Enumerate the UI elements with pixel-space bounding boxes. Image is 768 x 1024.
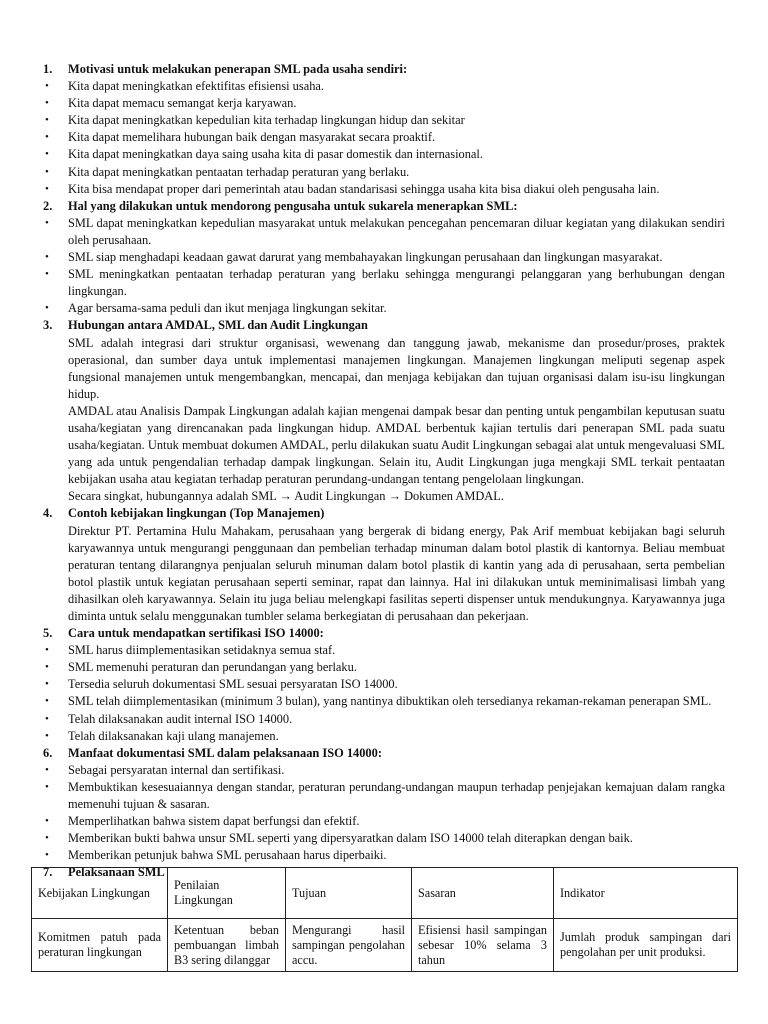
section-4-heading — [43, 505, 725, 522]
bullet-icon: • — [45, 849, 49, 862]
list-item: • Kita dapat memelihara hubungan baik dengan masyarakat secara proaktif. — [43, 129, 725, 146]
section-1-heading — [43, 61, 725, 78]
table-header-cell: Sasaran — [412, 868, 554, 919]
bullet-icon: • — [45, 268, 49, 281]
table-header-cell: Indikator — [554, 868, 738, 919]
bullet-icon: • — [45, 131, 49, 144]
section-number: 7. — [43, 865, 53, 880]
paragraph: Direktur PT. Pertamina Hulu Mahakam, perusahaan yang bergerak di bidang energy, Pak Arif membuat kebijakan bagi seluruh karyawannya untuk mengurangi penggunaan dan pembelian terhadap minuman dalam botol plastik di kantornya. Beliau membuat peraturan tentang dilarangnya penjualan seluruh minuman dalam botol plastik di kantin yang ada di perusahaan, serta pembelian botol plastik untuk kegiatan perusahaan seperti seminar, rapat dan lainnya. Hal ini dilakukan untuk meminimalisasi limbah yang dihasilkan oleh karyawannya. Selain itu juga beliau melengkapi fasilitas seperti dispenser untuk mendukungnya. Karyawannya juga diminta untuk selalu menggunakan tumbler selama berkegiatan di perusahaan dan pekerjaan. — [68, 523, 725, 623]
list-item: • Sebagai persyaratan internal dan sertifikasi. — [43, 762, 725, 779]
table-cell: Efisiensi hasil sampingan sebesar 10% selama 3 tahun — [412, 919, 554, 972]
section-number: 2. — [43, 198, 53, 213]
bullet-icon: • — [45, 148, 49, 161]
table-header-row — [32, 868, 738, 919]
bullet-icon: • — [45, 251, 49, 264]
section-5-heading — [43, 625, 725, 642]
document-body — [43, 61, 725, 882]
bullet-icon: • — [45, 165, 49, 178]
list-item: • SML harus diimplementasikan setidaknya semua staf. — [43, 642, 725, 659]
list-item: • Telah dilaksanakan audit internal ISO 14000. — [43, 711, 725, 728]
sml-table — [31, 867, 738, 972]
list-item: • Kita dapat meningkatkan kepedulian kita terhadap lingkungan hidup dan sekitar — [43, 112, 725, 129]
bullet-icon: • — [45, 712, 49, 725]
table-row — [32, 919, 738, 972]
section-number: 5. — [43, 626, 53, 641]
bullet-icon: • — [45, 832, 49, 845]
section-number: 4. — [43, 506, 53, 521]
list-item: • Tersedia seluruh dokumentasi SML sesuai persyaratan ISO 14000. — [43, 676, 725, 693]
section-title: Contoh kebijakan lingkungan (Top Manajemen) — [68, 506, 325, 521]
section-title: Pelaksanaan SML — [68, 865, 165, 880]
bullet-icon: • — [45, 216, 49, 229]
list-item: • SML meningkatkan pentaatan terhadap peraturan yang berlaku sehingga mengurangi pelanggaran yang berhubungan dengan lingkungan. — [45, 267, 725, 299]
section-number: 3. — [43, 318, 53, 333]
list-item: • Membuktikan kesesuaiannya dengan standar, peraturan perundang-undangan maupun terhadap penjejakan kemajuan dalam rangka memenuhi tujuan & sasaran. — [45, 779, 725, 812]
list-item: • Agar bersama-sama peduli dan ikut menjaga lingkungan sekitar. — [43, 300, 725, 317]
list-item: • Memperlihatkan bahwa sistem dapat berfungsi dan efektif. — [43, 813, 725, 830]
section-title: Cara untuk mendapatkan sertifikasi ISO 14000: — [68, 626, 324, 641]
list-item: • Kita dapat meningkatkan pentaatan terhadap peraturan yang berlaku. — [43, 164, 725, 181]
list-item: • SML siap menghadapi keadaan gawat darurat yang membahayakan lingkungan perusahaan dan lingkungan masyarakat. — [43, 249, 725, 266]
table-cell: Jumlah produk sampingan dari pengolahan per unit produksi. — [554, 919, 738, 972]
paragraph: SML adalah integrasi dari struktur organisasi, wewenang dan tanggung jawab, mekanisme dan prosedur/proses, praktek operasional, dan sumber daya untuk implementasi manajemen lingkungan. Manajemen lingkungan meliputi segenap aspek fungsional manajemen untuk mengembangkan, mencapai, dan menjaga kebijakan dan tujuan organisasi dalam isu-isu lingkungan hidup. — [68, 335, 725, 401]
list-item: • SML dapat meningkatkan kepedulian masyarakat untuk melakukan pencegahan pencemaran diluar kegiatan yang dilakukan sendiri oleh perusahaan. — [45, 215, 725, 247]
table-header-cell: Penilaian Lingkungan — [168, 868, 286, 919]
section-number: 1. — [43, 62, 53, 76]
section-title: Hal yang dilakukan untuk mendorong pengusaha untuk sukarela menerapkan SML: — [68, 198, 518, 213]
section-title: Manfaat dokumentasi SML dalam pelaksanaan ISO 14000: — [68, 745, 382, 760]
table-header-cell: Tujuan — [286, 868, 412, 919]
bullet-icon: • — [45, 80, 49, 93]
bullet-icon: • — [45, 695, 49, 708]
list-item: • Kita dapat memacu semangat kerja karyawan. — [43, 95, 725, 112]
list-item: • Kita dapat meningkatkan efektifitas efisiensi usaha. — [43, 78, 725, 95]
list-item: • Telah dilaksanakan kaji ulang manajemen. — [43, 728, 725, 745]
table-cell: Komitmen patuh pada peraturan lingkungan — [32, 919, 168, 972]
paragraph: AMDAL atau Analisis Dampak Lingkungan adalah kajian mengenai dampak besar dan penting untuk pengambilan keputusan suatu usaha/kegiatan yang direncanakan pada lingkungan hidup. AMDAL berbentuk kajian tertulis dari penerapan SML pada suatu usaha/kegiatan. Untuk membuat dokumen AMDAL, perlu dilakukan suatu Audit Lingkungan sebagai alat untuk mengevaluasi SML yang ada untuk pengendalian terhadap dampak lingkungan. Selain itu, Audit Lingkungan juga mengkaji SML terkait pentaatan kebijakan usaha atau kegiatan terhadap peraturan perundang-undangan tentang pengelolaan lingkungan. — [68, 403, 725, 487]
list-item: • Memberikan bukti bahwa unsur SML seperti yang dipersyaratkan dalam ISO 14000 telah diterapkan dengan baik. — [43, 830, 725, 847]
list-item: • Memberikan petunjuk bahwa SML perusahaan harus diperbaiki. — [43, 847, 725, 864]
table-header-cell: Kebijakan Lingkungan — [32, 868, 168, 919]
section-3-heading — [43, 317, 725, 334]
section-title: Motivasi untuk melakukan penerapan SML pada usaha sendiri: — [68, 62, 408, 76]
table-cell: Mengurangi hasil sampingan pengolahan accu. — [286, 919, 412, 972]
bullet-icon: • — [45, 302, 49, 315]
section-number: 6. — [43, 745, 53, 760]
section-title: Hubungan antara AMDAL, SML dan Audit Lingkungan — [68, 318, 368, 333]
paragraph: Secara singkat, hubungannya adalah SML → Audit Lingkungan → Dokumen AMDAL. — [68, 489, 504, 504]
bullet-icon: • — [45, 763, 49, 776]
list-item: • Kita bisa mendapat proper dari pemerintah atau badan standarisasi sehingga usaha kita bisa diakui oleh pengusaha lain. — [43, 181, 725, 198]
bullet-icon: • — [45, 182, 49, 195]
bullet-icon: • — [45, 97, 49, 110]
section-2-heading — [43, 198, 725, 215]
bullet-icon: • — [45, 114, 49, 127]
list-item: • SML memenuhi peraturan dan perundangan yang berlaku. — [43, 659, 725, 676]
bullet-icon: • — [45, 644, 49, 657]
bullet-icon: • — [45, 729, 49, 742]
table-cell: Ketentuan beban pembuangan limbah B3 sering dilanggar — [168, 919, 286, 972]
list-item: • SML telah diimplementasikan (minimum 3 bulan), yang nantinya dibuktikan oleh tersedianya rekaman-rekaman penerapan SML. — [43, 693, 725, 710]
section-6-heading — [43, 745, 725, 762]
list-item: • Kita dapat meningkatkan daya saing usaha kita di pasar domestik dan internasional. — [43, 146, 725, 163]
bullet-icon: • — [45, 661, 49, 674]
bullet-icon: • — [45, 678, 49, 691]
bullet-icon: • — [45, 780, 49, 793]
bullet-icon: • — [45, 815, 49, 828]
